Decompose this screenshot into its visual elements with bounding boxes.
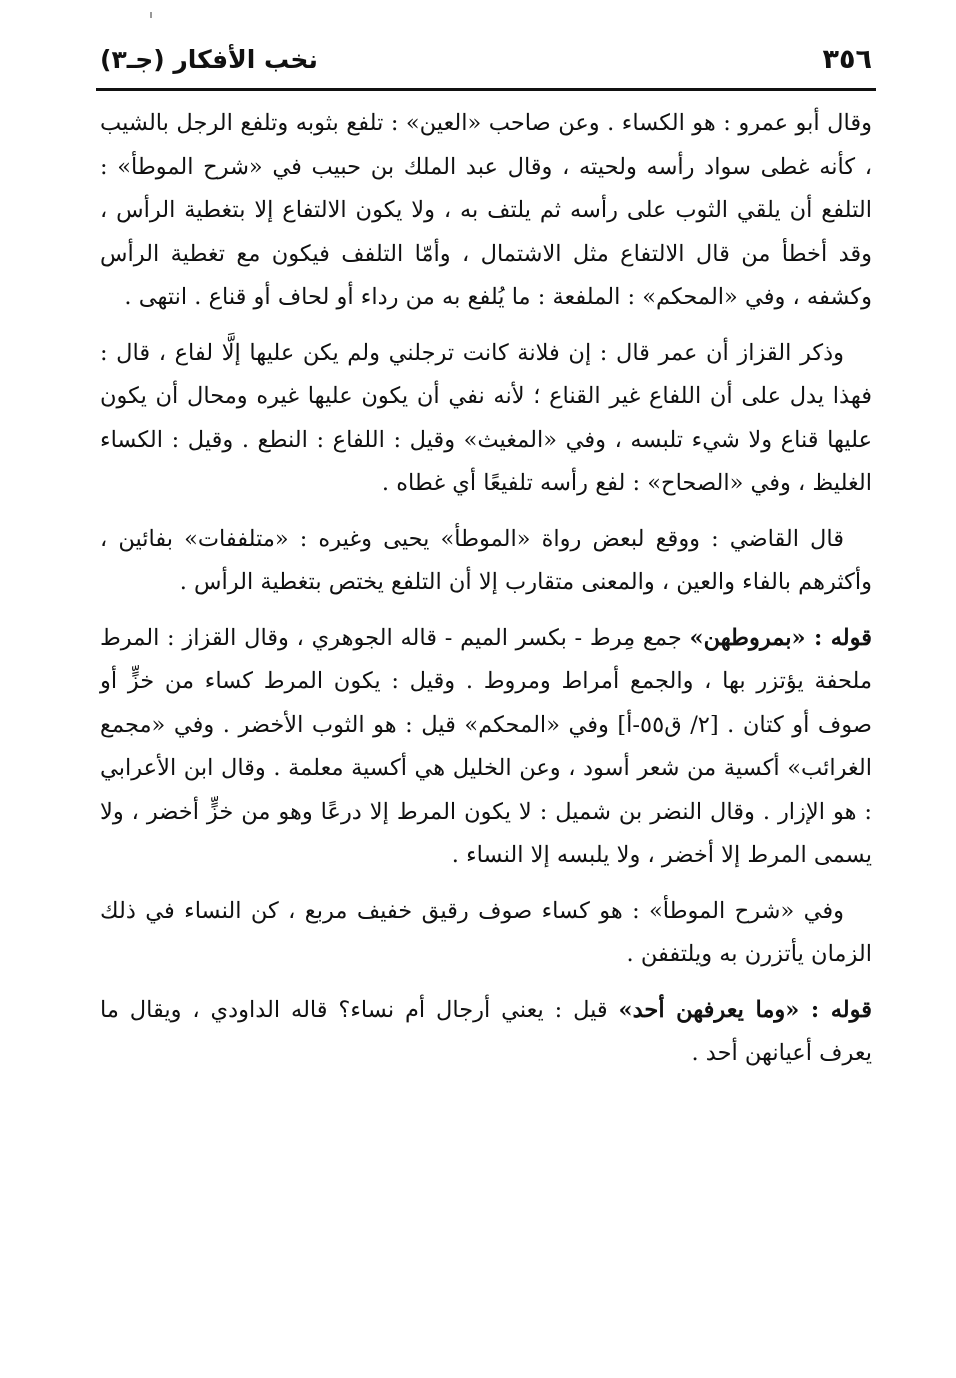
paragraph-text: جمع مِرط - بكسر الميم - قاله الجوهري ، وقال القزاز : المرط ملحفة يؤتزر بها ، والجمع أمراط ومروط . وقيل : يكون المرط كساء من خزٍّ أو صوف أو كتان . [٢/ ق٥٥-أ] وفي «المحكم» قيل : هو الثوب الأخضر . وفي «مجمع الغرائب» أكسية من شعر أسود ، وعن الخليل هي أكسية معلمة . وقال ابن الأعرابي : هو الإزار . وقال النضر بن شميل : لا يكون المرط إلا درعًا وهو من خزٍّ أخضر ، ولا يسمى المرط إلا أخضر ، ولا يلبسه إلا النساء . (100, 624, 872, 868)
page-number: ٣٥٦ (822, 44, 872, 75)
paragraph-3 (100, 518, 872, 605)
paragraph-text: وفي «شرح الموطأ» : هو كساء صوف رقيق خفيف مربع ، كن النساء في ذلك الزمان يأتزرن به ويلتففن . (100, 897, 872, 967)
paragraph-lead: قوله : «بمروطهن» (689, 624, 872, 651)
page-body (100, 102, 872, 1088)
scan-mark (150, 12, 152, 18)
paragraph-4 (100, 617, 872, 878)
paragraph-5 (100, 890, 872, 977)
page-header (96, 38, 876, 82)
paragraph-text: قال القاضي : ووقع لبعض رواة «الموطأ» يحيى وغيره : «متلففات» بفائين ، وأكثرهم بالفاء والعين ، والمعنى متقارب إلا أن التلفع يختص بتغطية الرأس . (100, 525, 872, 595)
paragraph-6 (100, 989, 872, 1076)
paragraph-1 (100, 102, 872, 320)
header-divider (96, 88, 876, 91)
paragraph-text: قيل : يعني أرجال أم نساء؟ قاله الداودي ، ويقال ما يعرف أعيانهن أحد . (100, 996, 872, 1066)
paragraph-text: وذكر القزاز أن عمر قال : إن فلانة كانت ترجلني ولم يكن عليها إلَّا لفاع ، قال : فهذا يدل على أن اللفاع غير القناع ؛ لأنه نفي أن يكون عليها غيره ومحال أن يكون عليها قناع ولا شيء تلبسه ، وفي «المغيث» وقيل : اللفاع : النطع . وقيل : الكساء الغليظ ، وفي «الصحاح» : لفع رأسه تلفيعًا أي غطاه . (100, 339, 872, 496)
paragraph-lead: قوله : «وما يعرفهن أحد» (618, 996, 872, 1023)
running-title: نخب الأفكار (جـ٣) (100, 45, 318, 74)
paragraph-2 (100, 332, 872, 506)
paragraph-text: وقال أبو عمرو : هو الكساء . وعن صاحب «العين» : تلفع بثوبه وتلفع الرجل بالشيب ، كأنه غطى سواد رأسه ولحيته ، وقال عبد الملك بن حبيب في «شرح الموطأ» : التلفع أن يلقي الثوب على رأسه ثم يلتف به ، ولا يكون الالتفاع إلا بتغطية الرأس ، وقد أخطأ من قال الالتفاع مثل الاشتمال ، وأمّا التلفف فيكون مع تغطية الرأس وكشفه ، وفي «المحكم» : الملفعة : ما يُلفع به من رداء أو لحاف أو قناع . انتهى . (100, 110, 872, 310)
